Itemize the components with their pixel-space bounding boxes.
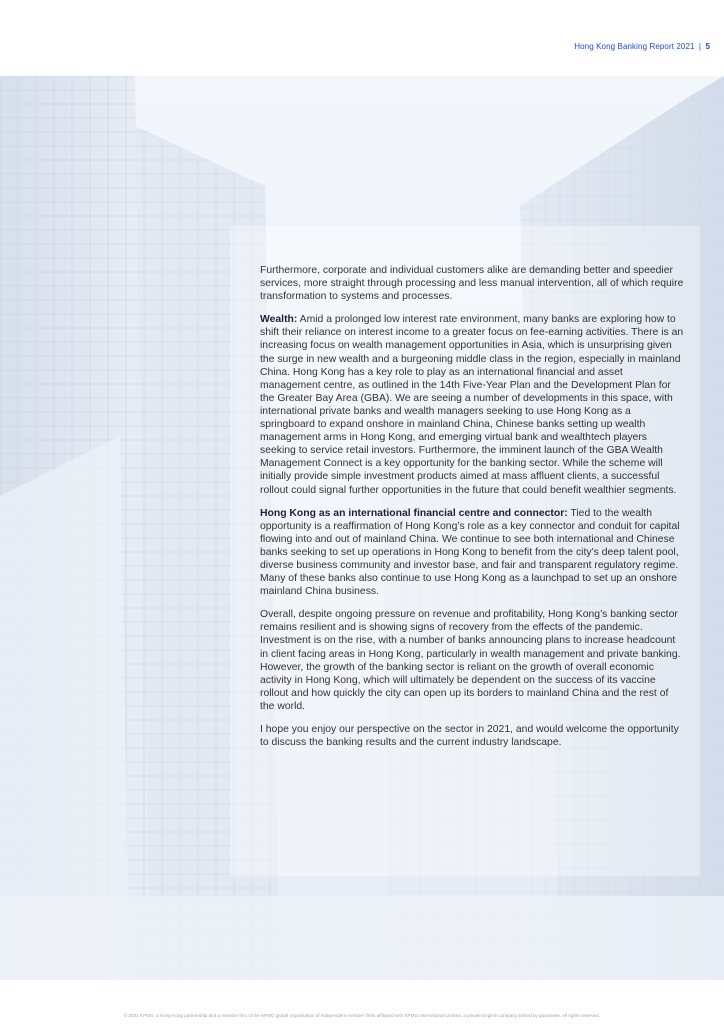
page-header (0, 0, 724, 76)
paragraph-text: I hope you enjoy our perspective on the sector in 2021, and would welcome the opportunity to discuss the banking results and the current industry landscape. (260, 724, 679, 749)
running-head (574, 42, 710, 51)
paragraph-text: Overall, despite ongoing pressure on revenue and profitability, Hong Kong’s banking sector remains resilient and is showing signs of recovery from the effects of the pandemic. Investment is on the rise, with a number of banks announcing plans to increase headcount in client facing areas in Hong Kong, particularly in wealth management and private banking. However, the growth of the banking sector is reliant on the growth of overall economic activity in Hong Kong, which will ultimately be dependent on the success of its vaccine rollout and how quickly the city can open up its borders to mainland China and the rest of the world. (260, 609, 681, 712)
paragraph (260, 507, 684, 599)
article-body (260, 264, 684, 759)
paragraph-text: Tied to the wealth opportunity is a reaffirmation of Hong Kong’s role as a key connector and conduit for capital flowing into and out of mainland China. We continue to see both international and Chinese banks seeking to set up operations in Hong Kong to benefit from the city’s deep talent pool, diverse business community and investor base, and fair and transparent regulatory regime. Many of these banks also continue to use Hong Kong as a launchpad to set up an onshore mainland China business. (260, 507, 680, 598)
report-title: Hong Kong Banking Report 2021 (574, 42, 695, 51)
paragraph (260, 723, 684, 749)
paragraph (260, 608, 684, 713)
paragraph-text: Amid a prolonged low interest rate environment, many banks are exploring how to shift their reliance on interest income to a greater focus on fee-earning activities. There is an increasing focus on wealth management opportunities in Asia, which is unsurprising given the surge in new wealth and a burgeoning middle class in the region, especially in mainland China. Hong Kong has a key role to play as an international financial and asset management centre, as outlined in the 14th Five-Year Plan and the Development Plan for the Greater Bay Area (GBA). We are seeing a number of developments in this space, with international private banks and wealth managers seeking to use Hong Kong as a springboard to expand onshore in mainland China, Chinese banks setting up wealth management arms in Hong Kong, and emerging virtual bank and wealthtech players seeking to service retail investors. Furthermore, the imminent launch of the GBA Wealth Management Connect is a key opportunity for the banking sector. While the scheme will initially provide simple investment products aimed at mass affluent clients, a successful rollout could signal further opportunities in the future that could benefit wealthier segments. (260, 314, 684, 496)
header-separator: | (698, 42, 702, 51)
paragraph (260, 264, 684, 303)
paragraph (260, 313, 684, 496)
legal-footer: © 2021 KPMG, a Hong Kong partnership and a member firm of the KPMG global organisation of independent member firms affiliated with KPMG International Limited, a private English company limited by guarantee. All rights reserved. (123, 1013, 601, 1018)
paragraph-lead: Wealth: (260, 314, 298, 326)
page-number: 5 (705, 42, 710, 51)
paragraph-text: Furthermore, corporate and individual customers alike are demanding better and speedier services, more straight through processing and less manual intervention, all of which require transformation to systems and processes. (260, 265, 684, 303)
paragraph-lead: Hong Kong as an international financial centre and connector: (260, 507, 568, 519)
